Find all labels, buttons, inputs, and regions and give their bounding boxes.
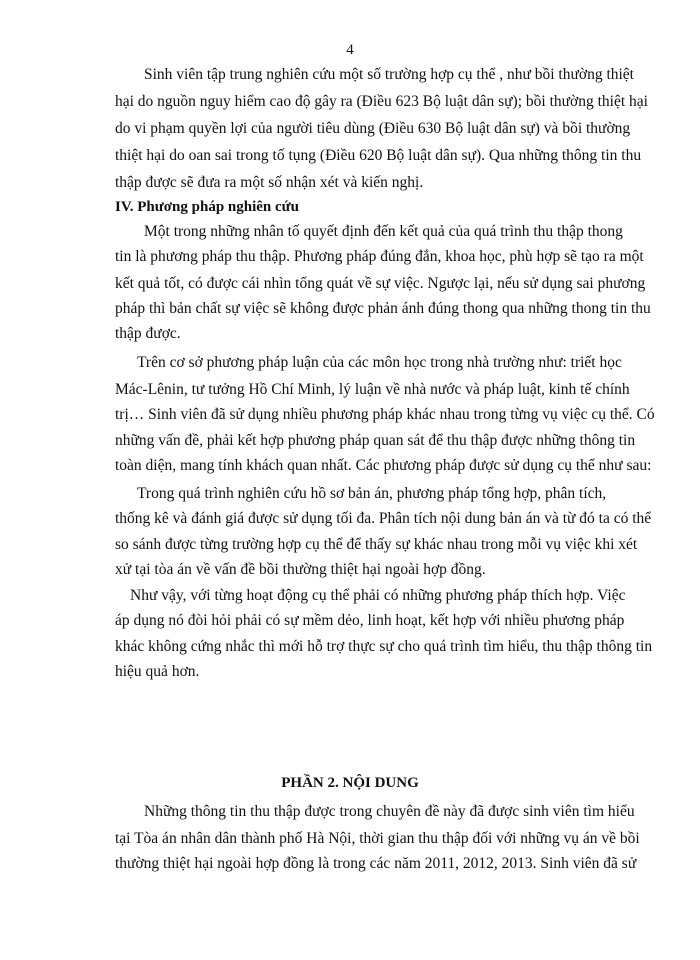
text-line: Trong quá trình nghiên cứu hồ sơ bản án, phương pháp tổng hợp, phân tích, bbox=[137, 485, 607, 502]
text-line: Một trong những nhân tố quyết định đến kết quả của quá trình thu thập thong bbox=[144, 223, 623, 240]
text-line: Sinh viên tập trung nghiên cứu một số trường hợp cụ thể , như bồi thường thiệt bbox=[144, 66, 634, 83]
text-line: pháp thì bản chất sự việc sẽ không được phản ánh đúng thong qua những thong tin thu bbox=[115, 300, 651, 317]
text-line: Như vậy, với từng hoạt động cụ thể phải có những phương pháp thích hợp. Việc bbox=[130, 587, 626, 604]
page-number: 4 bbox=[346, 42, 354, 58]
text-line: so sánh được từng trường hợp cụ thể để thấy sự khác nhau trong mỗi vụ việc khi xét bbox=[115, 536, 638, 553]
text-line: Mác-Lênin, tư tưởng Hồ Chí Minh, lý luận về nhà nước và pháp luật, kinh tế chính bbox=[115, 381, 630, 398]
text-line: thập được. bbox=[115, 325, 181, 342]
text-line: hiệu quả hơn. bbox=[115, 663, 200, 680]
text-line: thống kê và đánh giá được sử dụng tối đa. Phân tích nội dung bản án và từ đó ta có thể bbox=[115, 510, 652, 527]
text-line: hại do nguồn nguy hiểm cao độ gây ra (Điều 623 Bộ luật dân sự); bồi thường thiệt hại bbox=[115, 93, 648, 110]
text-line: Những thông tin thu thập được trong chuyên đề này đã được sinh viên tìm hiểu bbox=[144, 803, 635, 820]
part-heading: PHẦN 2. NỘI DUNG bbox=[281, 775, 419, 791]
text-line: Trên cơ sở phương pháp luận của các môn học trong nhà trường như: triết học bbox=[137, 354, 622, 371]
text-line: xử tại tòa án về vấn đề bồi thường thiệt hại ngoài hợp đồng. bbox=[115, 561, 486, 578]
text-line: do vi phạm quyền lợi của người tiêu dùng (Điều 630 Bộ luật dân sự) và bồi thường bbox=[115, 120, 631, 137]
text-line: toàn diện, mang tính khách quan nhất. Các phương pháp được sử dụng cụ thể như sau: bbox=[115, 457, 652, 474]
text-line: thiệt hại do oan sai trong tố tụng (Điều 620 Bộ luật dân sự). Qua những thông tin thu bbox=[115, 147, 642, 164]
text-line: những vấn đề, phải kết hợp phương pháp quan sát để thu thập được những thông tin bbox=[115, 432, 636, 449]
text-line: kết quả tốt, có được cái nhìn tổng quát về sự việc. Ngược lại, nếu sử dụng sai phương bbox=[115, 275, 646, 292]
section-heading: IV. Phương pháp nghiên cứu bbox=[115, 199, 300, 215]
text-line: thập được sẽ đưa ra một số nhận xét và kiến nghị. bbox=[115, 174, 424, 191]
text-line: khác không cứng nhắc thì mới hỗ trợ thực sự cho quá trình tìm hiểu, thu thập thông tin bbox=[115, 638, 653, 655]
text-line: thường thiệt hại ngoài hợp đồng là trong các năm 2011, 2012, 2013. Sinh viên đã sử bbox=[115, 855, 637, 872]
text-line: tin là phương pháp thu thập. Phương pháp đúng đắn, khoa học, phù hợp sẽ tạo ra một bbox=[115, 248, 644, 265]
text-line: trị… Sinh viên đã sử dụng nhiều phương pháp khác nhau trong từng vụ việc cụ thể. Có bbox=[115, 406, 655, 423]
text-line: áp dụng nó đòi hỏi phải có sự mềm dẻo, linh hoạt, kết hợp với nhiều phương pháp bbox=[115, 612, 625, 629]
text-line: tại Tòa án nhân dân thành phố Hà Nội, thời gian thu thập đối với những vụ án về bồi bbox=[115, 830, 640, 847]
